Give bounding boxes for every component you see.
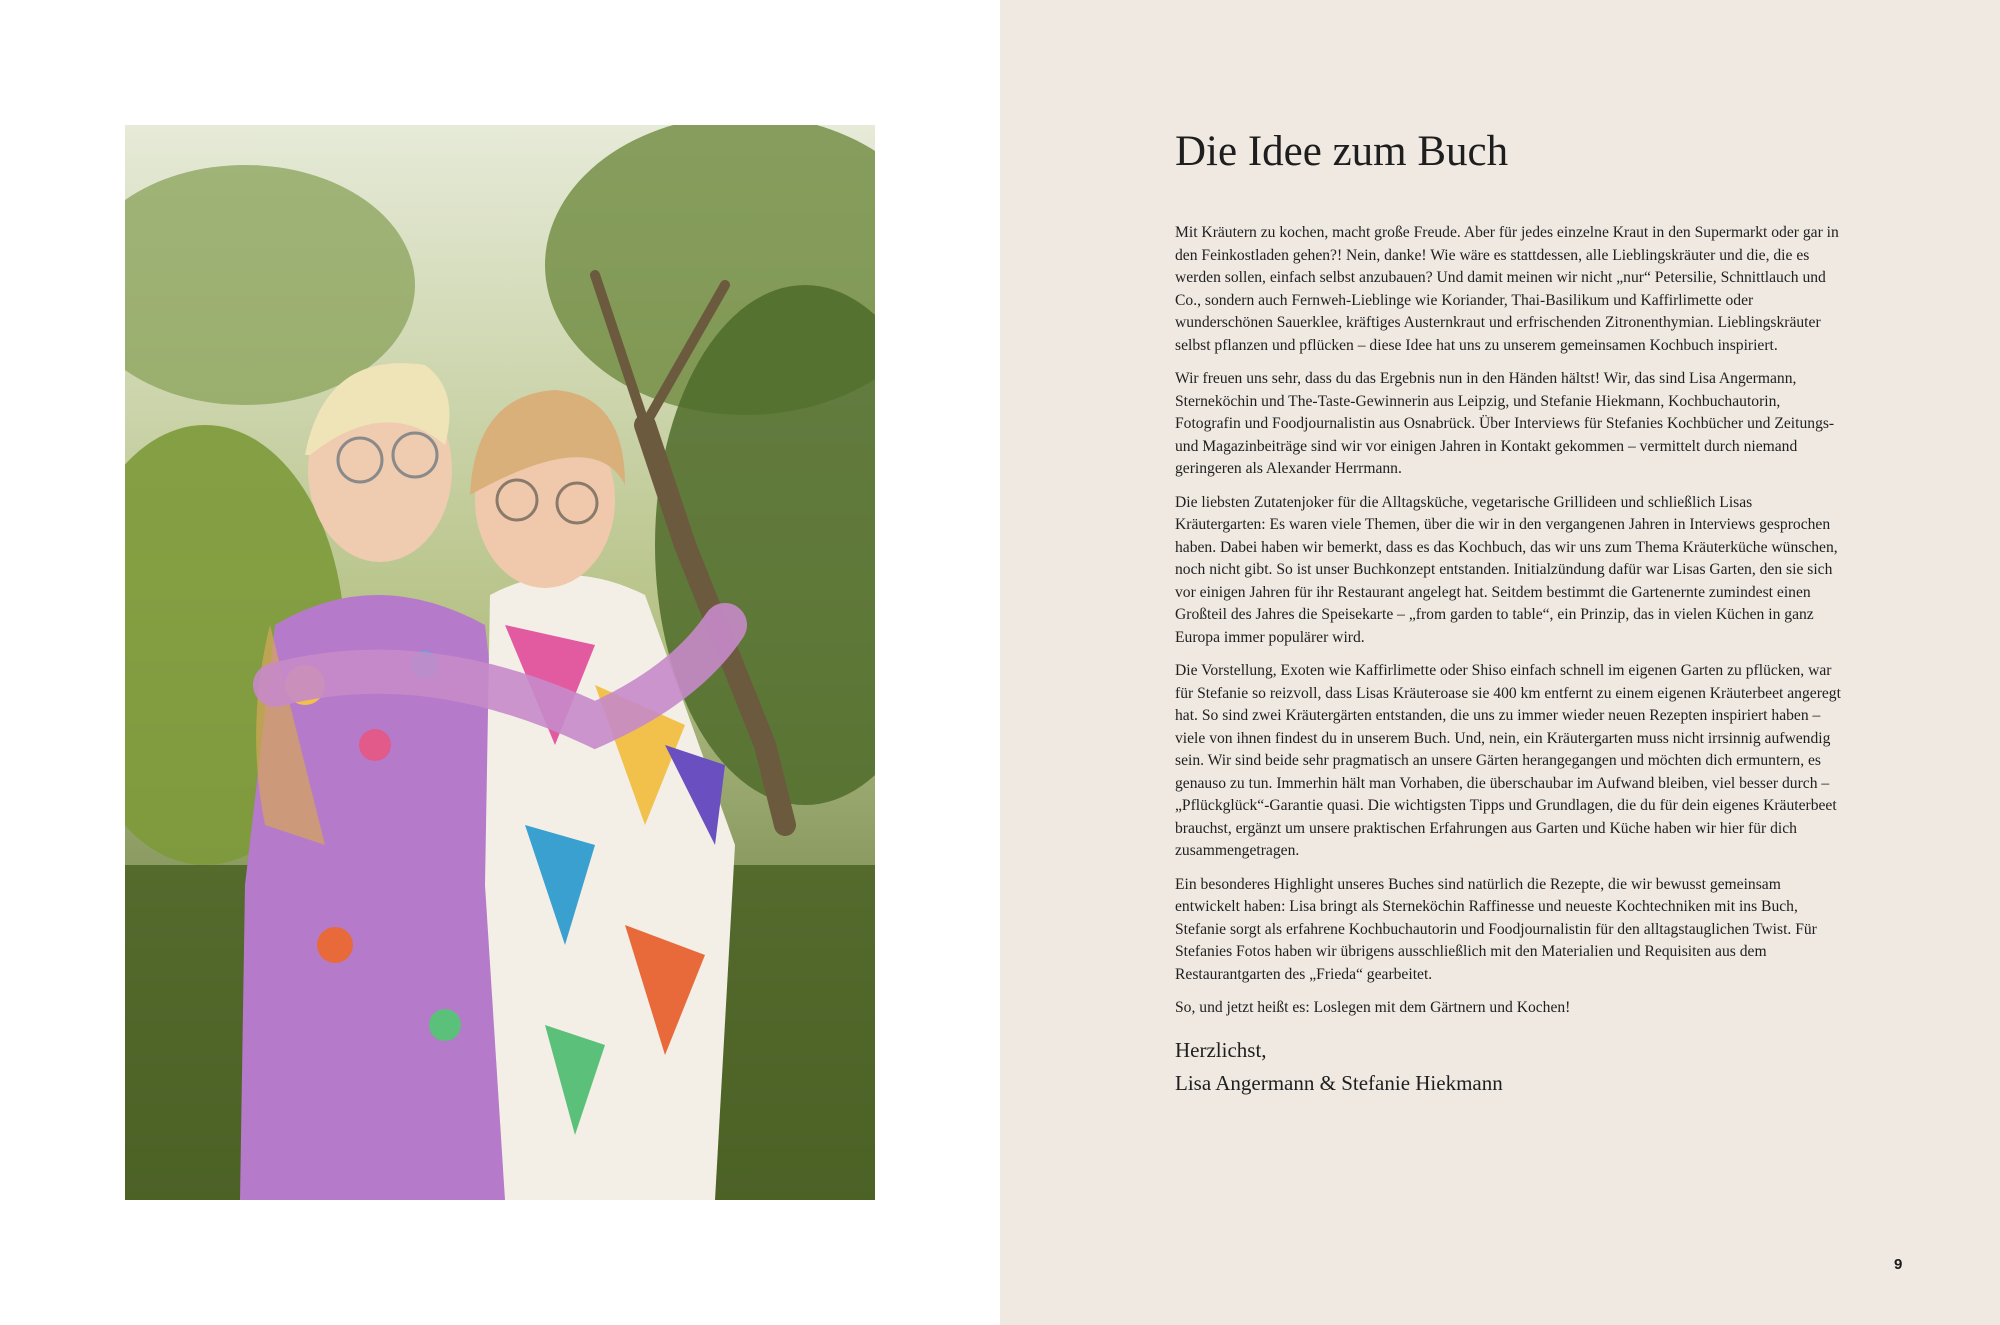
- portrait-photo-image: [125, 125, 875, 1200]
- paragraph: So, und jetzt heißt es: Loslegen mit dem Gärtnern und Kochen!: [1175, 999, 1571, 1016]
- signature: Lisa Angermann & Stefanie Hiekmann: [1175, 1070, 1503, 1095]
- paragraph: Die liebsten Zutatenjoker für die Alltagsküche, vegetarische Grillideen und schließlich Lisas Kräutergarten: Es waren viele Themen, über die wir in den vergangenen Jahren in Interviews gesprochen haben. Dabei haben wir bemerkt, dass es das Kochbuch, das wir uns zum Thema Kräuterküche wünschen, noch nicht gibt. So ist unser Buchkonzept entstanden. Initialzündung dafür war Lisas Garten, den sie sich vor einigen Jahren für ihr Restaurant angelegt hat. Seitdem bestimmt die Gartenernte zumindest einen Großteil des Jahres die Speisekarte – „from garden to table“, ein Prinzip, das in vielen Küchen in ganz Europa immer populärer wird.: [1175, 493, 1838, 646]
- paragraph: Ein besonderes Highlight unseres Buches sind natürlich die Rezepte, die wir bewusst gemeinsam entwickelt haben: Lisa bringt als Sterneköchin Raffinesse und neueste Kochtechniken mit ins Buch, Stefanie sorgt als erfahrene Kochbuchautorin und Foodjournalistin für den alltagstauglichen Twist. Für Stefanies Fotos haben wir übrigens ausschließlich mit den Materialien und Requisiten aus dem Restaurantgarten des „Frieda“ gearbeitet.: [1175, 875, 1817, 983]
- closing: Herzlichst,: [1175, 1037, 1267, 1062]
- paragraph: Mit Kräutern zu kochen, macht große Freude. Aber für jedes einzelne Kraut in den Supermarkt oder gar in den Feinkostladen gehen?! Nein, danke! Wie wäre es stattdessen, alle Lieblingskräuter und die, die es werden sollen, einfach selbst anzubauen? Und damit meinen wir nicht „nur“ Petersilie, Schnittlauch und Co., sondern auch Fernweh-Lieblinge wie Koriander, Thai-Basilikum und Kaffirlimette oder wunderschönen Sauerklee, kräftiges Austernkraut und erfrischenden Zitronenthymian. Lieblingskräuter selbst pflanzen und pflücken – diese Idee hat uns zu unserem gemeinsamen Kochbuch inspiriert.: [1175, 224, 1839, 354]
- signature-block: [1175, 1034, 1845, 1100]
- page-title: Die Idee zum Buch: [1175, 128, 1509, 175]
- body-text: [1175, 222, 1845, 1100]
- right-page: [1000, 0, 2000, 1325]
- paragraph: Die Vorstellung, Exoten wie Kaffirlimette oder Shiso einfach schnell im eigenen Garten zu pflücken, war für Stefanie so reizvoll, dass Lisas Kräuteroase sie 400 km entfernt zu einem eigenen Kräuterbeet angeregt hat. So sind zwei Kräutergärten entstanden, die uns zu immer wieder neuen Rezepten inspiriert haben – viele von ihnen findest du in unserem Buch. Und, nein, ein Kräutergarten muss nicht irrsinnig aufwendig sein. Wir sind beide sehr pragmatisch an unsere Gärten herangegangen und möchten dich ermuntern, es genauso zu tun. Immerhin hält man Vorhaben, die überschaubar im Aufwand bleiben, viel besser durch – „Pflückglück“-Garantie quasi. Die wichtigsten Tipps und Grundlagen, die du für dein eigenes Kräuterbeet brauchst, ergänzt um unsere praktischen Erfahrungen aus Garten und Küche haben wir hier für dich zusammengetragen.: [1175, 662, 1841, 859]
- portrait-photo: [125, 125, 875, 1200]
- paragraph: Wir freuen uns sehr, dass du das Ergebnis nun in den Händen hältst! Wir, das sind Lisa Angermann, Sterneköchin und The-Taste-Gewinnerin aus Leipzig, und Stefanie Hiekmann, Kochbuchautorin, Fotografin und Foodjournalistin aus Osnabrück. Über Interviews für Stefanies Kochbücher und Zeitungs- und Magazinbeiträge sind wir vor einigen Jahren in Kontakt gekommen – vermittelt durch niemand geringeren als Alexander Herrmann.: [1175, 370, 1835, 477]
- page-number: 9: [1894, 1256, 1903, 1273]
